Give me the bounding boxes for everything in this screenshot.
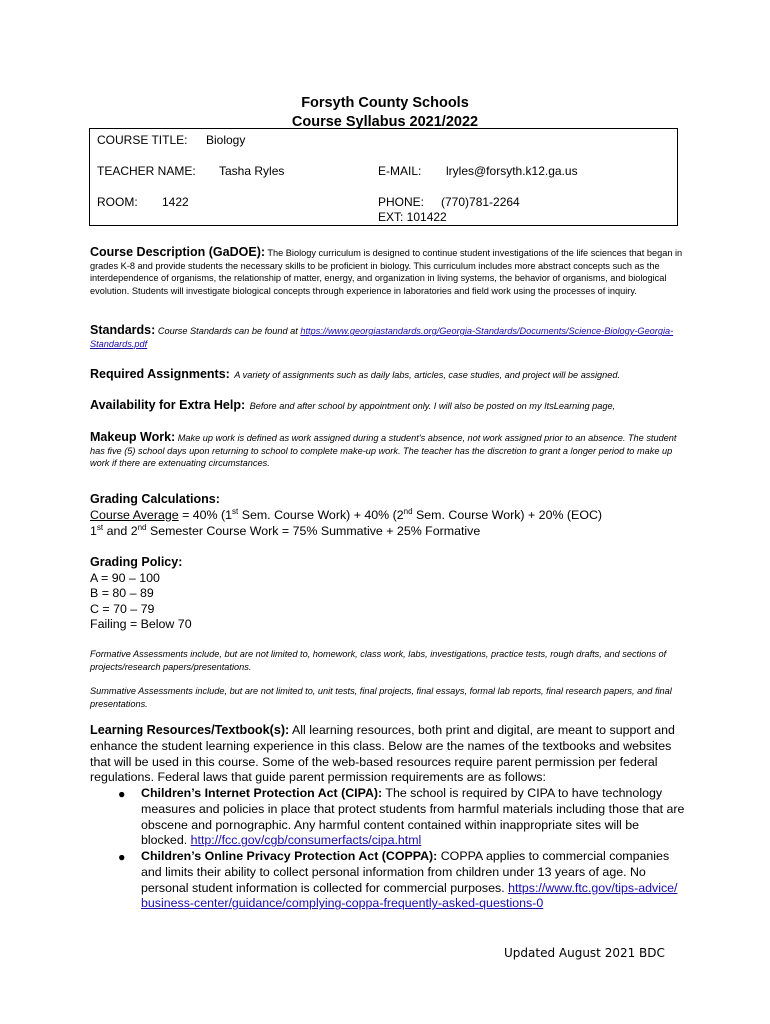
learning-resources <box>90 723 680 786</box>
grading-calculations-heading: Grading Calculations: <box>90 492 220 506</box>
grade-failing: Failing = Below 70 <box>90 617 192 631</box>
standards-link-part2: Biology-Georgia-Standards.pdf <box>90 326 674 349</box>
cipa-title: Children’s Internet Protection Act (CIPA): <box>141 786 383 800</box>
required-assignments <box>90 365 620 383</box>
makeup-work-text-first: Make up work is defined as work assigned during a student's absence, not work assigned prior to an absence. <box>177 433 626 443</box>
calc-line1-a: = 40% (1 <box>178 508 233 522</box>
calc-line2-sup-st: st <box>96 522 104 532</box>
calc-line1-b: Sem. Course Work) + 40% (2 <box>238 508 404 522</box>
extra-help <box>90 396 615 414</box>
calc-line2-sup-nd: nd <box>137 522 147 532</box>
calc-line2-c: Semester Course Work = 75% Summative + 25% Formative <box>146 524 481 538</box>
extra-help-heading: Availability for Extra Help: <box>90 398 246 412</box>
standards-text: Course Standards can be found at <box>157 326 298 336</box>
room-value: 1422 <box>162 195 189 209</box>
learning-resources-heading: Learning Resources/Textbook(s): <box>90 723 290 737</box>
document-title-line1: Forsyth County Schools <box>301 95 469 111</box>
coppa-text: COPPA applies to commercial companies and limits their ability to collect personal information from children under 13 years of age. No personal student information is collected for commercial purposes. <box>141 849 670 895</box>
formative-assessments: Formative Assessments include, but are not limited to, homework, class work, labs, investigations, practice tests, rough drafts, and sections of projects/research papers/presentations. <box>90 649 667 672</box>
phone-label: PHONE: <box>378 195 425 209</box>
course-description-heading: Course Description (GaDOE): <box>90 245 266 259</box>
cipa-text: The school is required by CIPA to have technology measures and policies in place that protect students from harmful materials including those that are obscene and pornographic. Any harmful content contained within inappropriate sites will be blocked. <box>141 786 685 848</box>
grade-c: C = 70 – 79 <box>90 602 155 616</box>
document-title-line2: Course Syllabus 2021/2022 <box>291 114 479 130</box>
required-assignments-heading: Required Assignments: <box>90 367 230 381</box>
cipa-bullet <box>141 786 686 849</box>
calc-sup-nd: nd <box>403 506 413 516</box>
teacher-name-label: TEACHER NAME: <box>97 164 196 178</box>
makeup-work <box>90 431 685 470</box>
coppa-link[interactable]: https://www.ftc.gov/tips-advice/business-center/guidance/complying-coppa-frequently-asked-questions-0 <box>141 880 678 911</box>
grading-calculations-line1 <box>90 508 602 522</box>
course-title-label: COURSE TITLE: <box>97 133 188 147</box>
cipa-link[interactable]: http://fcc.gov/cgb/consumerfacts/cipa.html <box>190 833 422 848</box>
makeup-work-text-rest: The student has five (5) school days upon returning to school to complete make-up work. The teacher has the discretion to grant a longer period to make up work if there are extenuating circumstances. <box>90 433 677 469</box>
teacher-name-value: Tasha Ryles <box>219 164 285 178</box>
ext-value: EXT: 101422 <box>378 210 447 224</box>
bullet-icon: ● <box>118 850 126 864</box>
calc-sup-st: st <box>232 506 239 516</box>
learning-resources-text: All learning resources, both print and digital, are meant to support and enhance the student learning experience in this class. Below are the names of the textbooks and websites that will be used in this course. Some of the web-based resources require parent permission per federal regulations. Federal laws that guide parent permission requirements are as follows: <box>90 723 675 785</box>
coppa-bullet <box>141 849 681 912</box>
grade-b: B = 80 – 89 <box>90 586 154 600</box>
standards-heading: Standards: <box>90 323 156 337</box>
room-label: ROOM: <box>97 195 138 209</box>
phone-value: (770)781-2264 <box>441 195 520 209</box>
updated-footer: Updated August 2021 BDC <box>504 946 665 960</box>
email-value: lryles@forsyth.k12.ga.us <box>446 164 578 178</box>
grading-calculations-line2 <box>90 524 480 538</box>
calc-line2-a: 1 <box>90 524 97 538</box>
coppa-title: Children’s Online Privacy Protection Act (COPPA): <box>141 849 438 863</box>
required-assignments-text: A variety of assignments such as daily labs, articles, case studies, and project will be assigned. <box>234 370 621 380</box>
email-label: E-MAIL: <box>378 164 422 178</box>
standards-link-part1: https://www.georgiastandards.org/Georgia-Standards/Documents/Science- <box>300 326 605 336</box>
course-description-text-first: The Biology curriculum is designed to continue student investigations of the life sciences <box>267 248 627 258</box>
summative-assessments: Summative Assessments include, but are not limited to, unit tests, final projects, final essays, formal lab reports, final research papers, and final presentations. <box>90 686 672 709</box>
course-description-text-rest: that began in grades K-8 and provide students the necessary skills to be proficient in biology. This curriculum includes more abstract concepts such as the interdependence of organisms, the relationship of matter, energy, and organization in living systems, the behavior of organisms, and biological evolution. Students will investigate biological concepts through experience in laboratories and field work using the processes of inquiry. <box>90 248 683 296</box>
course-title-value: Biology <box>206 133 246 147</box>
grading-policy-heading: Grading Policy: <box>90 555 183 569</box>
makeup-work-heading: Makeup Work: <box>90 430 176 444</box>
course-description <box>90 246 685 297</box>
grade-a: A = 90 – 100 <box>90 571 160 585</box>
calc-line1-c: Sem. Course Work) + 20% (EOC) <box>412 508 603 522</box>
standards-section <box>90 324 685 351</box>
course-average-label: Course Average <box>90 508 179 522</box>
bullet-icon: ● <box>118 787 126 801</box>
extra-help-text: Before and after school by appointment only. I will also be posted on my ItsLearning page, <box>249 401 616 411</box>
calc-line2-b: and 2 <box>103 524 138 538</box>
